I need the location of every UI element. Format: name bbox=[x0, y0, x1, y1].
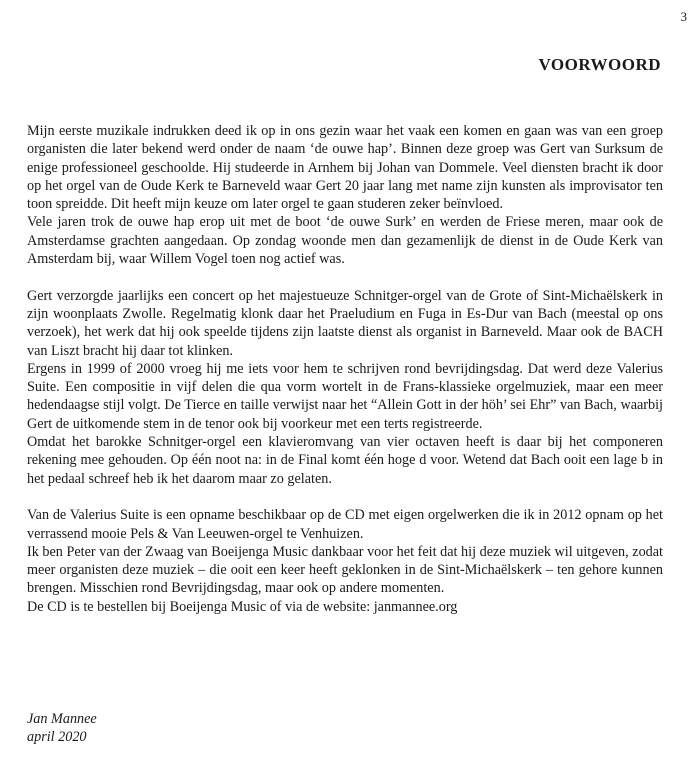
paragraph: De CD is te bestellen bij Boeijenga Music of via de website: janmannee.org bbox=[27, 598, 458, 615]
paragraph: Gert verzorgde jaarlijks een concert op het majestueuze Schnitger-orgel van de Grote of Sint-Michaëlskerk in zijn woonplaats Zwolle. Regelmatig klonk daar het Praeludium en Fuga in Es-Dur van Bach (meestal op ons verzoek), het werk dat hij ook speelde tijdens zijn laatste dienst als organist in Barneveld. Maar ook de BACH van Liszt bracht hij daar tot klinken. bbox=[27, 287, 663, 359]
paragraph: Ik ben Peter van der Zwaag van Boeijenga Music dankbaar voor het feit dat hij deze muziek wil uitgeven, zodat meer organisten deze muziek – die ooit een keer heeft geklonken in de Sint-Michaëlskerk – ten gehore kunnen brengen. Misschien rond Bevrijdingsdag, maar ook op andere momenten. bbox=[27, 543, 663, 597]
body-text bbox=[27, 122, 663, 616]
paragraph: Ergens in 1999 of 2000 vroeg hij me iets voor hem te schrijven rond bevrijdingsdag. Dat werd deze Valerius Suite. Een compositie in vijf delen die qua vorm wortelt in de Frans-klassieke orgelmuziek, maar een meer hedendaagse stijl volgt. De Tierce en taille verwijst naar het “Allein Gott in der höh’ sei Ehr” van Bach, waarbij Gert de uitkomende stem in de tenor ook bij voorkeur met een terts registreerde. bbox=[27, 360, 663, 432]
page-number: 3 bbox=[680, 9, 687, 24]
paragraph: Omdat het barokke Schnitger-orgel een klavieromvang van vier octaven heeft is daar bij het componeren rekening mee gehouden. Op één noot na: in de Final komt één hoge d voor. Wetend dat Bach ooit een lage b in het pedaal schreef heb ik het daarom maar zo gelaten. bbox=[27, 434, 663, 487]
paragraph: Mijn eerste muzikale indrukken deed ik op in ons gezin waar het vaak een komen en gaan was van een groep organisten die later bekend werd onder de naam ‘de ouwe hap’. Binnen deze groep was Gert van Surksum de enige professioneel geschoolde. Hij studeerde in Arnhem bij Johan van Dommele. Veel diensten bracht ik door op het orgel van de Oude Kerk te Barneveld waar Gert 20 jaar lang met name zijn kunsten als improvisator ten toon spreidde. Dit heeft mijn keuze om later orgel te gaan studeren zeker beïnvloed. bbox=[27, 123, 663, 213]
paragraph-gap bbox=[27, 268, 663, 286]
signature-name: Jan Mannee bbox=[27, 711, 97, 727]
signature bbox=[27, 710, 97, 747]
signature-date: april 2020 bbox=[27, 729, 87, 746]
paragraph: Van de Valerius Suite is een opname beschikbaar op de CD met eigen orgelwerken die ik in 2012 opnam op het verrassend mooie Pels & Van Leeuwen-orgel te Venhuizen. bbox=[27, 507, 663, 542]
paragraph: Vele jaren trok de ouwe hap erop uit met de boot ‘de ouwe Surk’ en werden de Friese meren, maar ook de Amsterdamse grachten aangedaan. Op zondag woonde men dan gezamenlijk de dienst in de Oude Kerk van Amsterdam bij, waar Willem Vogel toen nog actief was. bbox=[27, 214, 663, 268]
page-title: VOORWOORD bbox=[538, 55, 661, 74]
paragraph-gap bbox=[27, 488, 663, 506]
